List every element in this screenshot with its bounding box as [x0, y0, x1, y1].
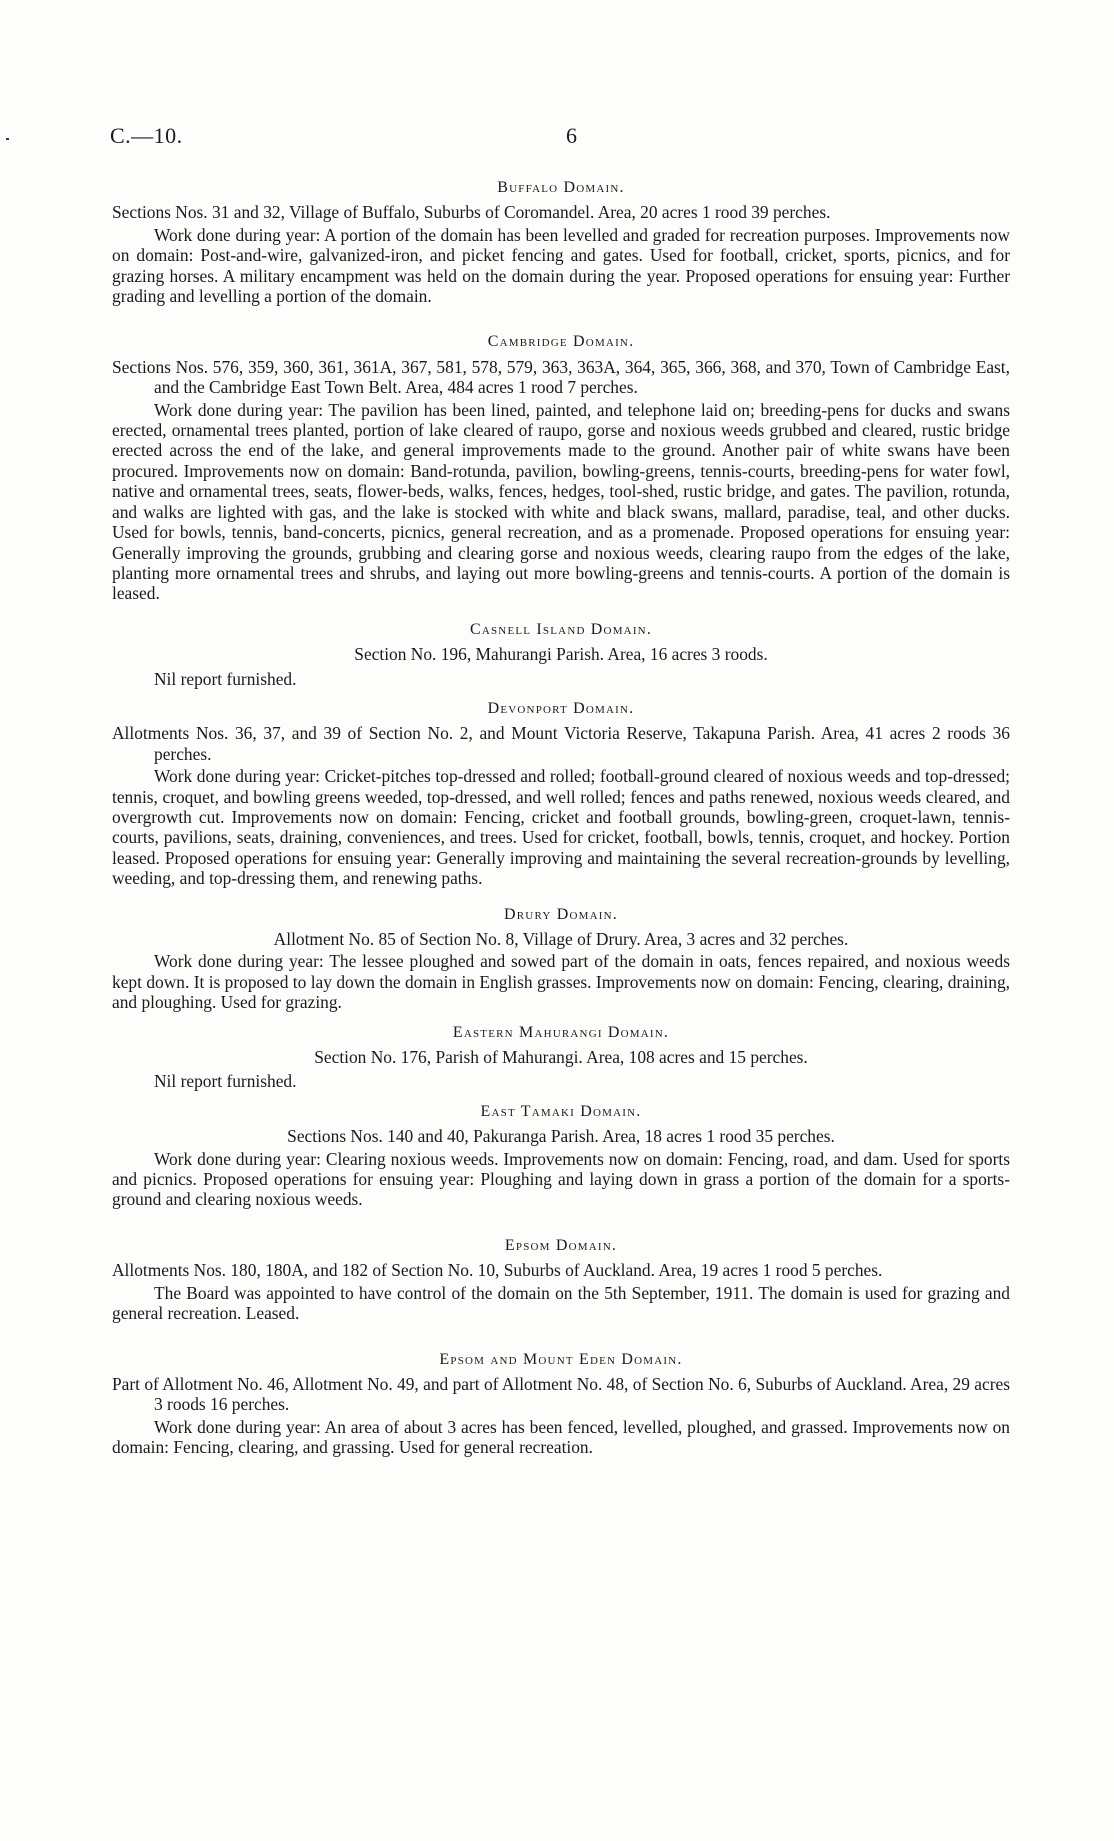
domain-section-devonport [112, 699, 1010, 889]
section-heading: Devonport Domain. [487, 699, 635, 717]
section-report: Work done during year: A portion of the domain has been levelled and graded for recreation purposes. Improvements now on domain: Post-and-wire, galvanized-iron, and picket fencing and gates. Used for football, cricket, sports, picnics, and for grazing horses. A military encampment was held on the domain during the year. Proposed operations for ensuing year: Further grading and levelling a portion of the domain. [112, 224, 1010, 307]
section-location: Sections Nos. 140 and 40, Pakuranga Parish. Area, 18 acres 1 rood 35 perches. [287, 1126, 835, 1147]
domain-section-cambridge [112, 332, 1010, 603]
page-number: 6 [566, 123, 577, 148]
section-heading: Casnell Island Domain. [469, 620, 653, 638]
domain-section-buffalo [112, 178, 1010, 306]
page-header [110, 123, 1010, 153]
section-report: Nil report furnished. [154, 668, 297, 689]
section-report: Nil report furnished. [154, 1071, 297, 1092]
section-location: Sections Nos. 576, 359, 360, 361, 361A, 367, 581, 578, 579, 363, 363A, 364, 365, 366, 368, and 370, Town of Cambridge East, and the Cambridge East Town Belt. Area, 484 acres 1 rood 7 perches. [112, 356, 1010, 398]
section-report: Work done during year: The pavilion has been lined, painted, and telephone laid on; breeding-pens for ducks and swans erected, ornamental trees planted, portion of lake cleared of raupo, gorse and noxious weeds grubbed and cleared, rustic bridge erected across the end of the lake, and general improvements made to the ground. Another pair of white swans have been procured. Improvements now on domain: Band-rotunda, pavilion, bowling-greens, tennis-courts, breeding-pens for water fowl, native and ornamental trees, seats, flower-beds, walks, fences, hedges, tool-shed, rustic bridge, and gates. The pavilion, rotunda, and walks are lighted with gas, and the lake is stocked with white and black swans, mallard, paradise, teal, and other ducks. Used for bowls, tennis, band-concerts, picnics, general recreation, and as a promenade. Proposed operations for ensuing year: Generally improving the grounds, grubbing and clearing gorse and noxious weeds, clearing raupo from the edges of the lake, planting more ornamental trees and shrubs, and laying out more bowling-greens and tennis-courts. A portion of the domain is leased. [112, 399, 1010, 604]
document-reference: C.—10. [110, 123, 183, 148]
section-location: Allotment No. 85 of Section No. 8, Village of Drury. Area, 3 acres and 32 perches. [273, 929, 849, 949]
section-report: Work done during year: Clearing noxious weeds. Improvements now on domain: Fencing, road, and dam. Used for sports and picnics. Proposed operations for ensuing year: Ploughing and laying down in grass a portion of the domain for a sports-ground and clearing noxious weeds. [112, 1148, 1010, 1210]
section-heading: Epsom Domain. [504, 1236, 618, 1254]
section-location: Allotments Nos. 36, 37, and 39 of Section No. 2, and Mount Victoria Reserve, Takapuna Parish. Area, 41 acres 2 roods 36 perches. [112, 723, 1010, 764]
section-report: Work done during year: Cricket-pitches top-dressed and rolled; football-ground cleared of noxious weeds and top-dressed; tennis, croquet, and bowling greens weeded, top-dressed, and well rolled; fences and paths renewed, noxious weeds cleared, and overgrowth cut. Improvements now on domain: Fencing, cricket and football grounds, bowling-green, croquet-lawn, tennis-courts, pavilions, seats, draining, conveniences, and trees. Used for cricket, football, bowls, tennis, croquet, and hockey. Portion leased. Proposed operations for ensuing year: Generally improving and maintaining the several recreation-grounds by levelling, weeding, and top-dressing them, and renewing paths. [112, 766, 1010, 889]
section-location: Allotments Nos. 180, 180A, and 182 of Section No. 10, Suburbs of Auckland. Area, 19 acres 1 rood 5 perches. [112, 1260, 883, 1281]
section-location: Sections Nos. 31 and 32, Village of Buffalo, Suburbs of Coromandel. Area, 20 acres 1 rood 39 perches. [112, 202, 831, 223]
section-report: The Board was appointed to have control of the domain on the 5th September, 1911. The domain is used for grazing and general recreation. Leased. [112, 1282, 1010, 1324]
section-heading: Buffalo Domain. [497, 179, 625, 196]
section-heading: Epsom and Mount Eden Domain. [439, 1350, 683, 1368]
section-report: Work done during year: The lessee ploughed and sowed part of the domain in oats, fences repaired, and noxious weeds kept down. It is proposed to lay down the domain in English grasses. Improvements now on domain: Fencing, clearing, draining, and ploughing. Used for grazing. [112, 951, 1010, 1013]
domain-section-epsom [112, 1236, 1010, 1324]
domain-section-casnell-island [112, 620, 1010, 689]
section-heading: Cambridge Domain. [487, 333, 635, 351]
document-body [112, 178, 1010, 1458]
section-report: Work done during year: An area of about 3 acres has been fenced, levelled, ploughed, and grassed. Improvements now on domain: Fencing, clearing, and grassing. Used for general recreation. [112, 1416, 1010, 1458]
margin-mark [6, 138, 9, 140]
domain-section-eastern-mahurangi [112, 1023, 1010, 1092]
section-heading: Eastern Mahurangi Domain. [452, 1023, 670, 1041]
domain-section-east-tamaki [112, 1102, 1010, 1210]
domain-section-epsom-and-mount-eden [112, 1350, 1010, 1458]
section-heading: Drury Domain. [504, 905, 618, 923]
section-heading: East Tamaki Domain. [480, 1102, 642, 1120]
section-location: Part of Allotment No. 46, Allotment No. 49, and part of Allotment No. 48, of Section No. 6, Suburbs of Auckland. Area, 29 acres 3 roods 16 perches. [112, 1373, 1010, 1415]
section-location: Section No. 176, Parish of Mahurangi. Area, 108 acres and 15 perches. [314, 1047, 808, 1068]
section-location: Section No. 196, Mahurangi Parish. Area, 16 acres 3 roods. [354, 644, 768, 665]
domain-section-drury [112, 905, 1010, 1013]
